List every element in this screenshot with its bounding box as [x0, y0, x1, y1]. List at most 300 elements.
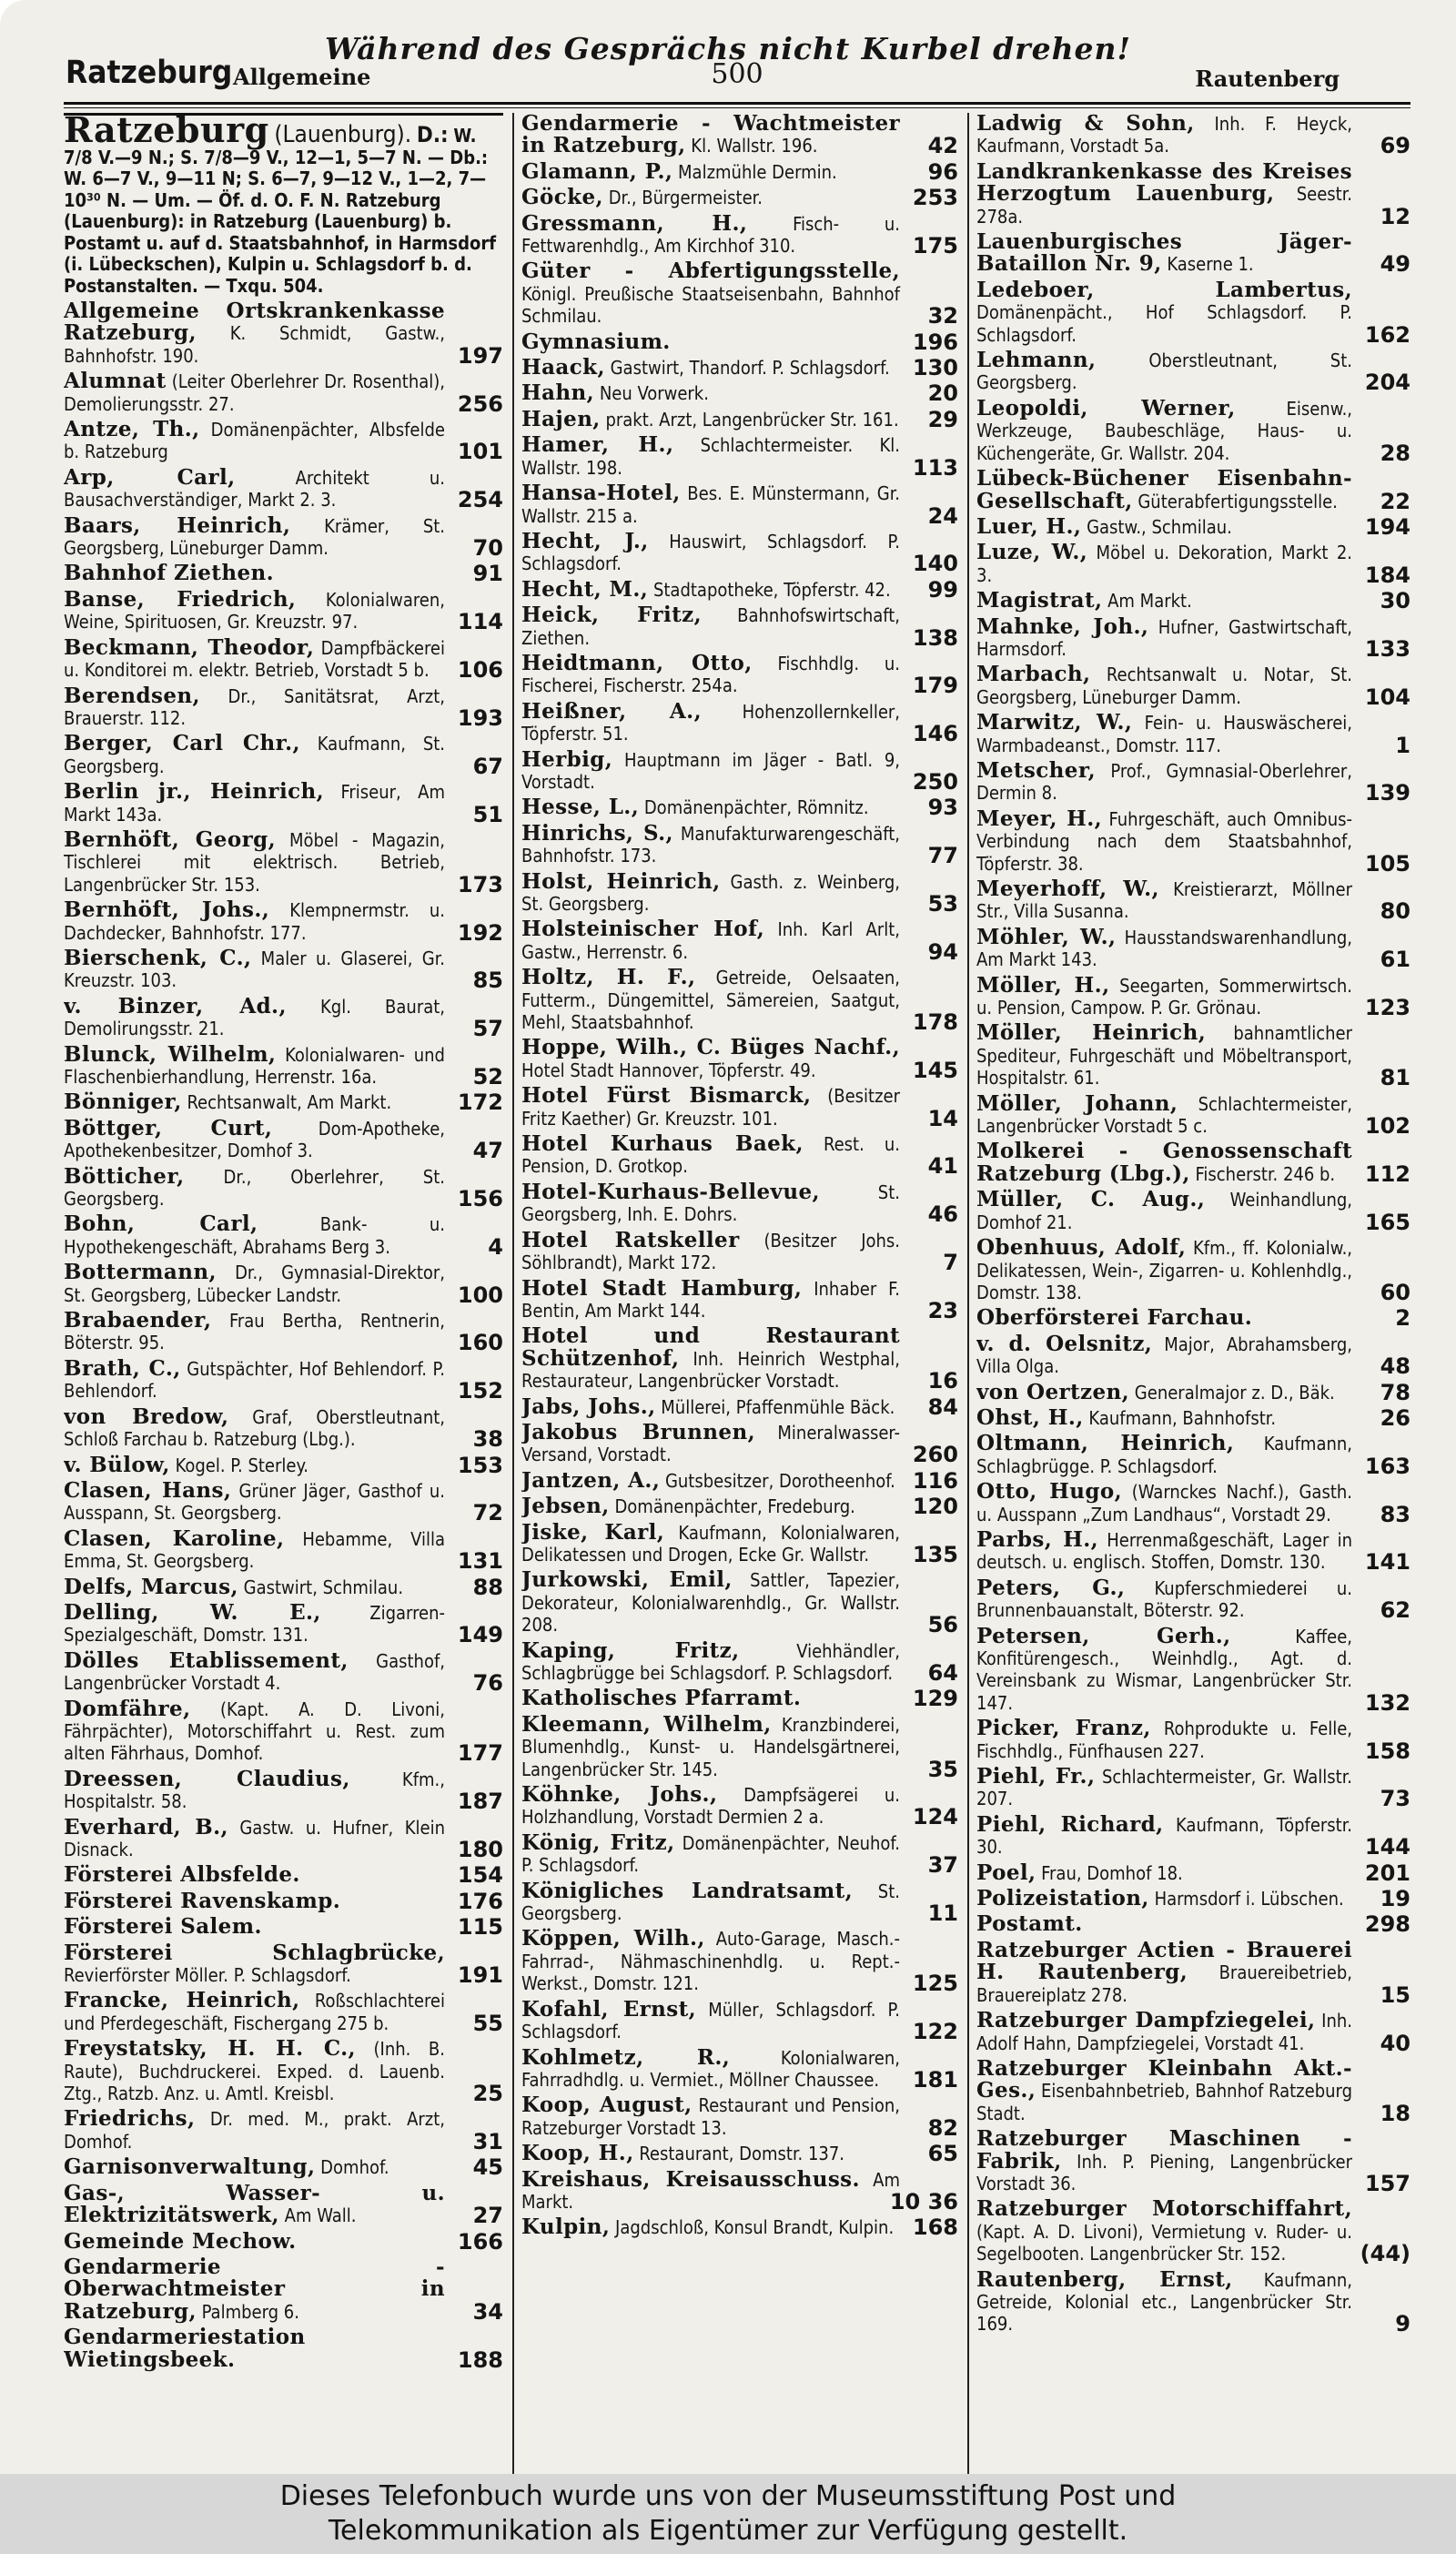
phone-number: 125: [912, 1971, 958, 1997]
subscriber-detail: Kolonialwaren- und Flaschenbierhandlung, Herrenstr. 16a.: [64, 1043, 445, 1088]
directory-entry: [521, 1784, 958, 1829]
subscriber-name: König, Fritz,: [521, 1829, 675, 1855]
subscriber-name: Marbach,: [976, 662, 1091, 687]
phone-number: 131: [457, 1548, 503, 1575]
subscriber-detail: Herrenmaßgeschäft, Lager in deutsch. u. englisch. Stoffen, Domstr. 130.: [976, 1528, 1352, 1574]
subscriber-detail: Palmberg 6.: [201, 2300, 299, 2323]
subscriber-name: Dreessen, Claudius,: [64, 1766, 350, 1791]
directory-entry: [521, 965, 958, 1036]
directory-entry: [64, 2154, 503, 2181]
directory-entry: [521, 1711, 958, 1782]
subscriber-name: Heißner, A.,: [521, 698, 702, 724]
subscriber-detail: Hauptmann im Jäger - Batl. 9, Vorstadt.: [521, 748, 900, 793]
directory-entry: [521, 2044, 958, 2093]
directory-entry: [976, 1888, 1410, 1910]
directory-entry: [64, 899, 503, 944]
subscriber-name: Berendsen,: [64, 683, 200, 708]
directory-entry: [976, 1090, 1410, 1140]
subscriber-name: Jantzen, A.,: [521, 1467, 661, 1493]
subscriber-name: Baars, Heinrich,: [64, 512, 291, 538]
subscriber-name: Arp, Carl,: [64, 464, 236, 490]
subscriber-detail: Dr., Bürgermeister.: [608, 187, 763, 209]
subscriber-detail: Kranzbinderei, Blumenhdlg., Kunst- u. Handelsgärtnerei, Langenbrücker Str. 145.: [521, 1713, 900, 1780]
phone-number: 154: [457, 1862, 503, 1889]
phone-number: 73: [1380, 1786, 1410, 1812]
subscriber-detail: Kgl. Baurat, Demolirungsstr. 21.: [64, 995, 446, 1040]
phone-number: 138: [912, 624, 958, 651]
subscriber-detail: Güterabfertigungsstelle.: [1138, 490, 1338, 512]
directory-entry: [64, 512, 503, 562]
subscriber-name: Gendarmerie - Oberwachtmeister in Ratzeburg,: [64, 2254, 445, 2324]
directory-entry: [521, 1419, 958, 1468]
phone-number: 47: [472, 1138, 503, 1164]
phone-number: 124: [912, 1804, 958, 1830]
subscriber-name: Beckmann, Theodor,: [64, 634, 315, 660]
subscriber-detail: Am Wall.: [284, 2204, 357, 2227]
phone-number: 85: [472, 968, 503, 994]
phone-number: 60: [1380, 1279, 1410, 1305]
subscriber-name: Möller, Johann,: [976, 1090, 1178, 1116]
phone-number: 51: [472, 801, 503, 827]
subscriber-name: Meyer, H.,: [976, 806, 1103, 831]
subscriber-detail: Inhaber F. Bentin, Am Markt 144.: [521, 1277, 900, 1322]
subscriber-name: Bötticher,: [64, 1163, 185, 1189]
phone-number: 120: [912, 1494, 958, 1520]
directory-entry: [521, 380, 958, 407]
subscriber-name: Gymnasium.: [521, 329, 671, 354]
subscriber-detail: Mineralwasser-Versand, Vorstadt.: [521, 1421, 901, 1466]
phone-number: 149: [457, 1622, 503, 1648]
subscriber-name: Möller, H.,: [976, 972, 1110, 998]
phone-number: 32: [927, 303, 958, 329]
phone-number: 112: [1364, 1160, 1410, 1187]
directory-entry: [521, 868, 958, 917]
subscriber-detail: Restaurant, Domstr. 137.: [639, 2143, 845, 2165]
subscriber-name: Heick, Fritz,: [521, 603, 703, 628]
subscriber-name: Hotel Fürst Bismarck,: [521, 1083, 812, 1109]
directory-entry: [64, 1698, 503, 1765]
directory-entry: [521, 746, 958, 795]
phone-number: 93: [927, 795, 958, 821]
subscriber-detail: Müller, Schlagsdorf. P. Schlagsdorf.: [521, 1998, 901, 2043]
subscriber-detail: Seegarten, Sommerwirtsch. u. Pension, Campow. P. Gr. Grönau.: [976, 974, 1352, 1019]
subscriber-name: Güter - Abfertigungsstelle,: [521, 258, 900, 284]
subscriber-name: Jiske, Karl,: [521, 1519, 665, 1545]
subscriber-name: Berlin jr., Heinrich,: [64, 779, 325, 805]
phone-number: 129: [912, 1686, 958, 1712]
phone-number: 15: [1380, 1981, 1410, 2008]
subscriber-detail: Zigarren-Spezialgeschäft, Domstr. 131.: [64, 1601, 445, 1647]
subscriber-name: von Oertzen,: [976, 1379, 1130, 1404]
subscriber-name: Domfähre,: [64, 1696, 191, 1721]
subscriber-name: Lauenburgisches Jäger-Bataillon Nr. 9,: [976, 229, 1352, 277]
subscriber-detail: Kaffee, Konfitürengesch., Weinhdlg., Agt. d. Vereinsbank zu Wismar, Langenbrücker Str. 147.: [976, 1625, 1352, 1714]
phone-number: 105: [1364, 850, 1410, 877]
subscriber-detail: Kl. Wallstr. 196.: [691, 135, 818, 157]
phone-number: 253: [912, 185, 958, 211]
phone-number: 181: [912, 2066, 958, 2093]
subscriber-detail: (Warnckes Nachf.), Gasth. u. Ausspann „Zum Landhaus“, Vorstadt 29.: [976, 1481, 1352, 1525]
subscriber-detail: Auto-Garage, Masch.-Fahrrad-, Nähmaschinenhdlg. u. Rept.-Werkst., Domstr. 121.: [521, 1928, 900, 1995]
subscriber-detail: Gastwirt, Schmilau.: [243, 1576, 404, 1598]
subscriber-name: v. d. Oelsnitz,: [976, 1331, 1153, 1356]
subscriber-detail: (Leiter Oberlehrer Dr. Rosenthal), Demolierungsstr. 27.: [64, 370, 445, 415]
phone-number: 27: [472, 2203, 503, 2229]
directory-entry: [976, 1577, 1410, 1622]
phone-number: 135: [912, 1541, 958, 1567]
subscriber-detail: Fischerstr. 246 b.: [1195, 1162, 1336, 1185]
subscriber-detail: Maler u. Glaserei, Gr. Kreuzstr. 103.: [64, 947, 446, 992]
subscriber-name: Jakobus Brunnen,: [521, 1419, 755, 1444]
directory-entry: [64, 1454, 503, 1476]
subscriber-detail: Dr. med. M., prakt. Arzt, Domhof.: [64, 2108, 446, 2153]
phone-number: 160: [457, 1330, 503, 1356]
subscriber-name: Postamt.: [976, 1911, 1083, 1937]
subscriber-detail: Major, Abrahamsberg, Villa Olga.: [976, 1333, 1352, 1378]
subscriber-detail: Schlachtermeister, Langenbrücker Vorstadt 5 c.: [976, 1092, 1353, 1138]
subscriber-detail: Bahnhofswirtschaft, Ziethen.: [521, 604, 901, 649]
subscriber-name: Hamer, H.,: [521, 432, 674, 458]
subscriber-name: Hinrichs, S.,: [521, 820, 673, 846]
subscriber-name: Piehl, Fr.,: [976, 1764, 1096, 1789]
directory-entry: [64, 945, 503, 994]
directory-entry: [64, 1990, 503, 2034]
directory-entry: [521, 820, 958, 869]
subscriber-detail: St. Georgsberg.: [521, 1880, 900, 1925]
directory-entry: [64, 1914, 503, 1941]
directory-entry: [64, 2228, 503, 2255]
directory-entry: [64, 1310, 503, 1354]
subscriber-name: Müller, C. Aug.,: [976, 1187, 1206, 1212]
directory-entry: [976, 590, 1410, 612]
subscriber-detail: Frau, Domhof 18.: [1041, 1861, 1183, 1884]
subscriber-name: Bohn, Carl,: [64, 1211, 258, 1237]
phone-number: 18: [1380, 2100, 1410, 2126]
directory-entry: [976, 712, 1410, 756]
subscriber-name: Haack,: [521, 355, 605, 380]
phone-number: 172: [457, 1090, 503, 1116]
subscriber-detail: Revierförster Möller. P. Schlagsdorf.: [64, 1964, 351, 1987]
subscriber-name: Hajen,: [521, 406, 601, 431]
phone-number: (44): [1360, 2241, 1410, 2267]
subscriber-detail: Schlachtermeister, Gr. Wallstr. 207.: [976, 1766, 1352, 1810]
subscriber-detail: Domänenpächter, Albsfelde b. Ratzeburg: [64, 419, 446, 463]
phone-number: 193: [457, 704, 503, 731]
phone-number: 22: [1380, 488, 1410, 514]
directory-entry: [976, 350, 1410, 394]
directory-entry: [976, 1718, 1410, 1762]
phone-number: 77: [927, 843, 958, 869]
subscriber-name: Hotel und Restaurant Schützenhof,: [521, 1323, 900, 1371]
directory-entry: [521, 185, 958, 211]
subscriber-detail: Rechtsanwalt u. Notar, St. Georgsberg, Lüneburger Damm.: [976, 664, 1353, 708]
subscriber-name: Molkerei - Genossenschaft Ratzeburg (Lbg.),: [976, 1139, 1352, 1186]
phone-number: 80: [1380, 898, 1410, 925]
phone-number: 40: [1380, 2030, 1410, 2056]
directory-entry: [64, 2256, 503, 2323]
subscriber-name: Ratzeburger Actien - Brauerei H. Rautenberg,: [976, 1937, 1352, 1985]
directory-entry: [64, 370, 503, 415]
subscriber-name: Hotel Kurhaus Baek,: [521, 1131, 804, 1157]
subscriber-detail: Am Markt.: [521, 2168, 900, 2213]
subscriber-detail: (Kapt. A. D. Livoni), Vermietung v. Ruder- u. Segelbooten. Langenbrücker Str. 152.: [976, 2220, 1352, 2265]
subscriber-detail: Fischhdlg. u. Fischerei, Fischerstr. 254a.: [521, 652, 901, 697]
phone-number: 114: [457, 609, 503, 635]
directory-entry: [521, 528, 958, 577]
directory-entry: [521, 406, 958, 432]
page-number: 500: [711, 58, 763, 90]
directory-entry: [976, 513, 1410, 540]
directory-entry: [64, 634, 503, 684]
subscriber-name: Ratzeburger Motorschiffahrt,: [976, 2196, 1352, 2222]
header-rule: [64, 102, 1410, 105]
column-entries: [976, 113, 1410, 2336]
phone-number: 52: [472, 1064, 503, 1090]
subscriber-detail: Domhof.: [320, 2156, 389, 2179]
phone-number: 106: [457, 657, 503, 684]
subscriber-detail: (Inh. B. Raute), Buchdruckerei. Exped. d. Lauenb. Ztg., Ratzb. Anz. u. Amtl. Kreisbl.: [64, 2038, 445, 2105]
directory-entry: [521, 1227, 958, 1276]
directory-entry: [64, 1942, 503, 1987]
directory-entry: [64, 733, 503, 777]
phone-number: 25: [472, 2081, 503, 2107]
subscriber-name: Lübeck-Büchener Eisenbahn-Gesellschaft,: [976, 466, 1352, 513]
directory-entry: [521, 1325, 958, 1392]
phone-number: 162: [1364, 321, 1410, 348]
subscriber-name: Hotel Stadt Hamburg,: [521, 1275, 803, 1301]
subscriber-name: Kohlmetz, R.,: [521, 2044, 731, 2070]
subscriber-detail: Stadtapotheke, Töpferstr. 42.: [652, 578, 891, 601]
subscriber-detail: prakt. Arzt, Langenbrücker Str. 161.: [605, 408, 899, 431]
subscriber-name: Holtz, H. F.,: [521, 965, 696, 990]
subscriber-detail: Viehhändler, Schlagbrügge bei Schlagsdorf. P. Schlagsdorf.: [521, 1639, 900, 1684]
running-head-category: Allgemeine: [233, 64, 371, 90]
phone-number: 177: [457, 1740, 503, 1767]
directory-entry: [64, 1862, 503, 1889]
phone-number: 133: [1364, 635, 1410, 662]
phone-number: 101: [457, 439, 503, 465]
subscriber-name: Bottermann,: [64, 1260, 217, 1285]
subscriber-name: Ohst, H.,: [976, 1404, 1084, 1430]
directory-entry: [976, 878, 1410, 923]
phone-number: 67: [472, 753, 503, 779]
phone-number: 83: [1380, 1501, 1410, 1527]
phone-number: 165: [1364, 1209, 1410, 1235]
subscriber-name: Marwitz, W.,: [976, 710, 1133, 735]
directory-entry: [64, 685, 503, 730]
subscriber-name: Gendarmerie - Wachtmeister in Ratzeburg,: [521, 113, 900, 158]
subscriber-name: Magistrat,: [976, 588, 1103, 613]
directory-entry: [521, 1926, 958, 1997]
directory-entry: [64, 2108, 503, 2153]
phone-number: 38: [472, 1426, 503, 1453]
directory-entry: [521, 1133, 958, 1178]
directory-entry: [64, 1355, 503, 1404]
subscriber-detail: Dom-Apotheke, Apothekenbesitzer, Domhof 3.: [64, 1117, 445, 1162]
subscriber-detail: Gutsbesitzer, Dorotheenhof.: [664, 1469, 895, 1492]
phone-number: 9: [1395, 2311, 1410, 2337]
phone-number: 184: [1364, 562, 1410, 588]
subscriber-detail: Domänenpächter, Römnitz.: [643, 796, 869, 819]
phone-number: 139: [1364, 780, 1410, 806]
subscriber-name: Glamann, P.,: [521, 158, 673, 184]
footer-note: [0, 2474, 1456, 2554]
directory-entry: [521, 1396, 958, 1418]
phone-number: 4: [488, 1233, 503, 1260]
subscriber-detail: Hotel Stadt Hannover, Töpferstr. 49.: [521, 1059, 816, 1081]
directory-entry: [64, 1766, 503, 1815]
subscriber-detail: Krämer, St. Georgsberg, Lüneburger Damm.: [64, 514, 446, 560]
directory-entry: [976, 613, 1410, 662]
phone-number: 168: [912, 2214, 958, 2241]
subscriber-detail: Restaurant und Pension, Ratzeburger Vorstadt 13.: [521, 2094, 901, 2139]
phone-number: 163: [1364, 1453, 1410, 1479]
directory-entry: [976, 1333, 1410, 1378]
subscriber-name: Hansa-Hotel,: [521, 481, 681, 506]
directory-entry: [64, 1477, 503, 1526]
phone-number: 197: [457, 342, 503, 369]
running-head-last-entry: Rautenberg: [1195, 66, 1340, 92]
subscriber-name: Everhard, B.,: [64, 1814, 228, 1839]
phone-number: 201: [1364, 1860, 1410, 1886]
directory-entry: [976, 1937, 1410, 2008]
subscriber-name: Banse, Friedrich,: [64, 586, 297, 612]
directory-entry: [976, 1526, 1410, 1576]
phone-number: 175: [912, 233, 958, 259]
subscriber-name: Möller, Heinrich,: [976, 1020, 1207, 1046]
directory-entry: [64, 781, 503, 826]
phone-number: 23: [927, 1297, 958, 1323]
town-name: Ratzeburg: [64, 113, 269, 150]
phone-number: 49: [1380, 251, 1410, 278]
phone-number: 146: [912, 721, 958, 747]
subscriber-detail: Möbel - Magazin, Tischlerei mit elektrisch. Betrieb, Langenbrücker Str. 153.: [64, 828, 445, 896]
phone-number: 166: [457, 2228, 503, 2255]
subscriber-name: Freystatsky, H. H. C.,: [64, 2036, 356, 2062]
directory-entry: [976, 972, 1410, 1021]
directory-entry: [976, 113, 1410, 157]
subscriber-detail: Hebamme, Villa Emma, St. Georgsberg.: [64, 1527, 445, 1573]
phone-number: 34: [472, 2298, 503, 2325]
directory-entry: [521, 331, 958, 353]
subscriber-detail: Weinhandlung, Domhof 21.: [976, 1189, 1352, 1233]
directory-entry: [976, 757, 1410, 806]
directory-entry: [521, 1829, 958, 1879]
directory-entry: [976, 231, 1410, 276]
subscriber-detail: Gastw. u. Hufner, Klein Disnack.: [64, 1816, 445, 1860]
column-divider: [967, 113, 969, 2474]
directory-entry: [521, 158, 958, 185]
phone-number: 196: [912, 329, 958, 355]
subscriber-detail: Generalmajor z. D., Bäk.: [1134, 1381, 1335, 1404]
phone-number: 69: [1380, 133, 1410, 159]
directory-entry: [976, 1911, 1410, 1938]
phone-number: 26: [1380, 1404, 1410, 1431]
subscriber-detail: Rest. u. Pension, D. Grotkop.: [521, 1133, 900, 1178]
service-hours-text: W. 7/8 V.—9 N.; S. 7/8—9 V., 12—1, 5—7 N. — Db.: W. 6—7 V., 9—11 N; S. 6—7, 9—12 V., 1—2, 7—10³⁰ N. — Um. — Öf. d. O. F. N. Ratzeburg (Lauenburg): in Ratzeburg (Lauenburg) b. Postamt u. auf d. Staatsbahnhof, in Harmsdorf (i. Lübeckschen), Kulpin u. Schlagsdorf b. d. Postanstalten. — Txqu. 504.: [64, 125, 497, 297]
column-entries: [64, 300, 503, 2371]
phone-number: 156: [457, 1186, 503, 1212]
subscriber-detail: Jagdschloß, Konsul Brandt, Kulpin.: [615, 2216, 895, 2239]
subscriber-name: Ledeboer, Lambertus,: [976, 277, 1352, 302]
directory-entry: [64, 419, 503, 463]
phone-number: 28: [1380, 440, 1410, 466]
subscriber-name: Jabs, Johs.,: [521, 1394, 656, 1419]
phone-number: 57: [472, 1016, 503, 1042]
subscriber-name: Bernhöft, Johs.,: [64, 897, 270, 923]
phone-number: 113: [912, 454, 958, 481]
directory-entry: [521, 1037, 958, 1081]
phone-number: 31: [472, 2128, 503, 2154]
phone-number: 176: [457, 1888, 503, 1914]
directory-entry: [521, 650, 958, 699]
subscriber-detail: Grüner Jäger, Gasthof u. Ausspann, St. Georgsberg.: [64, 1479, 446, 1525]
directory-entry: [521, 357, 958, 379]
directory-entry: [521, 2166, 958, 2214]
subscriber-name: Ratzeburger Kleinbahn Akt.-Ges.,: [976, 2055, 1352, 2103]
subscriber-detail: Kaufmann, Schlagbrügge. P. Schlagsdorf.: [976, 1433, 1352, 1477]
directory-entry: [64, 826, 503, 897]
subscriber-detail: Fisch- u. Fettwarenhdlg., Am Kirchhof 310.: [521, 212, 901, 258]
subscriber-name: Holsteinischer Hof,: [521, 917, 765, 942]
subscriber-detail: Gastwirt, Thandorf. P. Schlagsdorf.: [610, 357, 890, 380]
directory-entry: [64, 1262, 503, 1306]
subscriber-name: Hecht, J.,: [521, 528, 649, 553]
directory-entry: [976, 1623, 1410, 1716]
directory-entry: [64, 1213, 503, 1258]
subscriber-name: Königliches Landratsamt,: [521, 1878, 854, 1903]
phone-number: 19: [1380, 1886, 1410, 1912]
directory-entry: [976, 2128, 1410, 2194]
directory-entry: [521, 1569, 958, 1636]
phone-number: 24: [927, 502, 958, 529]
phone-number: 100: [457, 1282, 503, 1308]
directory-entry: [521, 576, 958, 603]
subscriber-name: Lehmann,: [976, 348, 1097, 373]
directory-entry: [64, 1890, 503, 1912]
phone-number: 178: [912, 1009, 958, 1036]
subscriber-name: Alumnat: [64, 369, 167, 394]
subscriber-name: Ratzeburger Maschinen - Fabrik,: [976, 2126, 1352, 2174]
subscriber-detail: Kfm., Hospitalstr. 58.: [64, 1768, 445, 1813]
subscriber-name: Garnisonverwaltung,: [64, 2154, 316, 2180]
phone-number: 145: [912, 1057, 958, 1083]
phone-number: 53: [927, 891, 958, 917]
phone-number: 116: [912, 1467, 958, 1494]
directory-entry: [521, 2141, 958, 2167]
phone-number: 123: [1364, 995, 1410, 1021]
subscriber-detail: Dampfbäckerei u. Konditorei m. elektr. Betrieb, Vorstadt 5 b.: [64, 636, 445, 682]
subscriber-name: Gendarmeriestation Wietingsbeek.: [64, 2325, 306, 2372]
subscriber-detail: Kaufmann, Bahnhofstr.: [1088, 1406, 1277, 1429]
subscriber-detail: Kogel. P. Sterley.: [175, 1454, 308, 1476]
subscriber-name: Polizeistation,: [976, 1886, 1149, 1911]
subscriber-name: Petersen, Gerh.,: [976, 1623, 1231, 1648]
phone-number: 81: [1380, 1065, 1410, 1091]
directory-entry: [64, 586, 503, 635]
subscriber-name: Heidtmann, Otto,: [521, 650, 753, 675]
directory-entry: [976, 2055, 1410, 2126]
directory-entry: [521, 1880, 958, 1925]
subscriber-detail: Kaufmann, Kolonialwaren, Delikatessen und Drogen, Ecke Gr. Wallstr.: [521, 1521, 900, 1566]
phone-number: 56: [927, 1612, 958, 1638]
phone-number: 45: [472, 2154, 503, 2181]
directory-entry: [521, 1467, 958, 1494]
directory-entry: [64, 1599, 503, 1648]
directory-entry: [64, 2036, 503, 2107]
subscriber-detail: Hauswirt, Schlagsdorf. P. Schlagsdorf.: [521, 530, 900, 575]
phone-number: 130: [912, 355, 958, 381]
